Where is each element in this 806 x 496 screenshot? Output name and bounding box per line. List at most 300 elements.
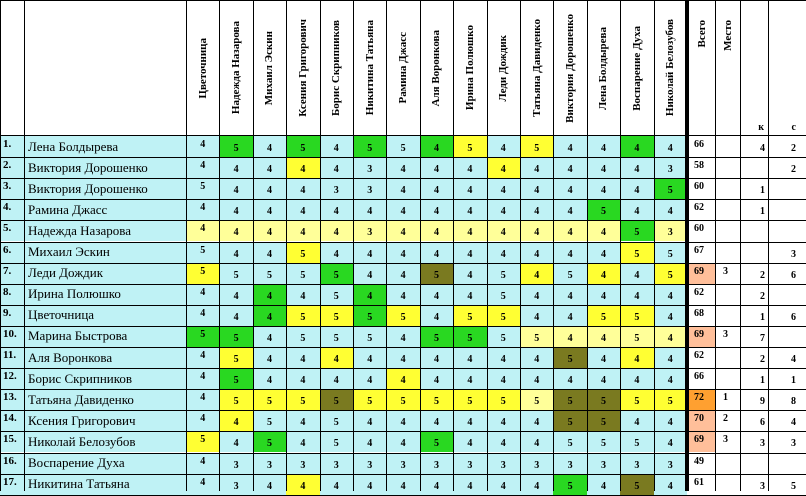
k-cell[interactable]: [740, 453, 768, 474]
participant-name[interactable]: Ксения Григорович: [24, 410, 186, 431]
row-number[interactable]: 15.: [0, 431, 24, 452]
score-cell[interactable]: [253, 220, 286, 241]
score-cell[interactable]: [620, 178, 653, 199]
score-cell[interactable]: [587, 242, 620, 263]
score-cell[interactable]: [219, 305, 252, 326]
score-cell[interactable]: [286, 157, 319, 178]
k-cell[interactable]: [740, 389, 768, 410]
score-cell[interactable]: [487, 326, 520, 347]
score-cell[interactable]: [386, 136, 419, 157]
total-cell[interactable]: [688, 136, 715, 157]
score-cell[interactable]: [553, 136, 586, 157]
k-cell[interactable]: [740, 199, 768, 220]
score-cell[interactable]: [620, 242, 653, 263]
score-cell[interactable]: [320, 453, 353, 474]
score-cell[interactable]: [320, 136, 353, 157]
score-cell[interactable]: [219, 431, 252, 452]
row-number[interactable]: 9.: [0, 305, 24, 326]
score-cell[interactable]: [353, 284, 386, 305]
k-cell[interactable]: [740, 474, 768, 495]
row-number[interactable]: 7.: [0, 263, 24, 284]
score-cell[interactable]: [587, 453, 620, 474]
score-cell[interactable]: [219, 178, 252, 199]
score-cell[interactable]: [253, 284, 286, 305]
score-cell[interactable]: [487, 242, 520, 263]
participant-name[interactable]: Воспарение Духа: [24, 453, 186, 474]
s-cell[interactable]: [768, 431, 806, 452]
score-cell[interactable]: [520, 326, 553, 347]
score-cell[interactable]: [420, 220, 453, 241]
score-cell[interactable]: [453, 431, 486, 452]
column-header[interactable]: [420, 0, 453, 136]
score-cell[interactable]: [620, 157, 653, 178]
score-cell[interactable]: [253, 389, 286, 410]
score-cell[interactable]: [420, 410, 453, 431]
score-cell[interactable]: [654, 136, 687, 157]
score-cell[interactable]: [520, 431, 553, 452]
score-cell[interactable]: [654, 389, 687, 410]
score-cell[interactable]: [453, 284, 486, 305]
score-cell[interactable]: [219, 389, 252, 410]
score-cell[interactable]: [320, 284, 353, 305]
score-cell[interactable]: [286, 410, 319, 431]
score-cell[interactable]: [219, 136, 252, 157]
score-cell[interactable]: [186, 220, 219, 241]
row-number[interactable]: 3.: [0, 178, 24, 199]
score-cell[interactable]: [353, 474, 386, 495]
score-cell[interactable]: [520, 305, 553, 326]
score-cell[interactable]: [186, 242, 219, 263]
score-cell[interactable]: [219, 284, 252, 305]
column-header[interactable]: [620, 0, 653, 136]
score-cell[interactable]: [587, 368, 620, 389]
score-cell[interactable]: [487, 453, 520, 474]
score-cell[interactable]: [553, 474, 586, 495]
score-cell[interactable]: [353, 242, 386, 263]
k-cell[interactable]: [740, 326, 768, 347]
column-header[interactable]: [186, 0, 219, 136]
score-cell[interactable]: [487, 368, 520, 389]
place-cell[interactable]: [715, 474, 740, 495]
score-cell[interactable]: [520, 347, 553, 368]
score-cell[interactable]: [386, 284, 419, 305]
k-cell[interactable]: [740, 410, 768, 431]
column-header[interactable]: [553, 0, 586, 136]
score-cell[interactable]: [587, 157, 620, 178]
score-cell[interactable]: [286, 431, 319, 452]
total-cell[interactable]: [688, 368, 715, 389]
total-cell[interactable]: [688, 347, 715, 368]
score-cell[interactable]: [453, 368, 486, 389]
score-cell[interactable]: [219, 453, 252, 474]
score-cell[interactable]: [353, 305, 386, 326]
score-cell[interactable]: [520, 453, 553, 474]
place-cell[interactable]: [715, 431, 740, 452]
score-cell[interactable]: [487, 305, 520, 326]
score-cell[interactable]: [253, 326, 286, 347]
score-cell[interactable]: [553, 453, 586, 474]
score-cell[interactable]: [553, 157, 586, 178]
score-cell[interactable]: [186, 326, 219, 347]
column-header[interactable]: [219, 0, 252, 136]
row-number[interactable]: 1.: [0, 136, 24, 157]
s-cell[interactable]: [768, 326, 806, 347]
column-header[interactable]: [487, 0, 520, 136]
score-cell[interactable]: [453, 410, 486, 431]
participant-name[interactable]: Ирина Полюшко: [24, 284, 186, 305]
score-cell[interactable]: [620, 199, 653, 220]
score-cell[interactable]: [353, 199, 386, 220]
participant-name[interactable]: Михаил Эскин: [24, 242, 186, 263]
score-cell[interactable]: [453, 157, 486, 178]
total-cell[interactable]: [688, 474, 715, 495]
score-cell[interactable]: [587, 263, 620, 284]
score-cell[interactable]: [520, 242, 553, 263]
score-cell[interactable]: [353, 431, 386, 452]
score-cell[interactable]: [487, 199, 520, 220]
participant-name[interactable]: Виктория Дорошенко: [24, 157, 186, 178]
score-cell[interactable]: [386, 453, 419, 474]
participant-name[interactable]: Надежда Назарова: [24, 220, 186, 241]
score-cell[interactable]: [587, 326, 620, 347]
s-cell[interactable]: [768, 347, 806, 368]
k-cell[interactable]: [740, 305, 768, 326]
score-cell[interactable]: [353, 453, 386, 474]
score-cell[interactable]: [620, 284, 653, 305]
score-cell[interactable]: [520, 368, 553, 389]
score-cell[interactable]: [286, 220, 319, 241]
score-cell[interactable]: [253, 178, 286, 199]
score-cell[interactable]: [587, 347, 620, 368]
score-cell[interactable]: [420, 474, 453, 495]
row-number[interactable]: 4.: [0, 199, 24, 220]
score-cell[interactable]: [620, 263, 653, 284]
score-cell[interactable]: [453, 263, 486, 284]
score-cell[interactable]: [587, 136, 620, 157]
score-cell[interactable]: [286, 453, 319, 474]
score-cell[interactable]: [620, 305, 653, 326]
total-cell[interactable]: [688, 284, 715, 305]
score-cell[interactable]: [453, 347, 486, 368]
score-cell[interactable]: [186, 284, 219, 305]
score-cell[interactable]: [520, 220, 553, 241]
score-cell[interactable]: [286, 284, 319, 305]
score-cell[interactable]: [654, 284, 687, 305]
score-cell[interactable]: [320, 220, 353, 241]
k-cell[interactable]: [740, 263, 768, 284]
score-cell[interactable]: [253, 263, 286, 284]
score-cell[interactable]: [219, 368, 252, 389]
score-cell[interactable]: [520, 410, 553, 431]
score-cell[interactable]: [553, 284, 586, 305]
score-cell[interactable]: [219, 242, 252, 263]
k-cell[interactable]: [740, 178, 768, 199]
s-cell[interactable]: [768, 389, 806, 410]
s-cell[interactable]: [768, 136, 806, 157]
score-cell[interactable]: [353, 347, 386, 368]
score-cell[interactable]: [587, 199, 620, 220]
s-cell[interactable]: [768, 178, 806, 199]
score-cell[interactable]: [553, 431, 586, 452]
score-cell[interactable]: [587, 220, 620, 241]
score-cell[interactable]: [487, 431, 520, 452]
score-cell[interactable]: [186, 347, 219, 368]
score-cell[interactable]: [286, 136, 319, 157]
score-cell[interactable]: [520, 474, 553, 495]
score-cell[interactable]: [186, 199, 219, 220]
score-cell[interactable]: [420, 157, 453, 178]
score-cell[interactable]: [654, 305, 687, 326]
score-cell[interactable]: [286, 263, 319, 284]
score-cell[interactable]: [453, 453, 486, 474]
score-cell[interactable]: [453, 199, 486, 220]
score-cell[interactable]: [353, 326, 386, 347]
score-cell[interactable]: [253, 453, 286, 474]
column-header[interactable]: [453, 0, 486, 136]
score-cell[interactable]: [286, 326, 319, 347]
total-cell[interactable]: [688, 178, 715, 199]
score-cell[interactable]: [420, 178, 453, 199]
score-cell[interactable]: [420, 431, 453, 452]
score-cell[interactable]: [320, 305, 353, 326]
score-cell[interactable]: [453, 326, 486, 347]
s-cell[interactable]: [768, 368, 806, 389]
score-cell[interactable]: [186, 263, 219, 284]
score-cell[interactable]: [654, 157, 687, 178]
score-cell[interactable]: [386, 178, 419, 199]
score-cell[interactable]: [487, 178, 520, 199]
k-cell[interactable]: [740, 347, 768, 368]
total-cell[interactable]: [688, 389, 715, 410]
score-cell[interactable]: [353, 220, 386, 241]
score-cell[interactable]: [286, 199, 319, 220]
score-cell[interactable]: [320, 242, 353, 263]
place-cell[interactable]: [715, 368, 740, 389]
score-cell[interactable]: [553, 326, 586, 347]
total-cell[interactable]: [688, 157, 715, 178]
total-cell[interactable]: [688, 326, 715, 347]
score-cell[interactable]: [253, 474, 286, 495]
row-number[interactable]: 6.: [0, 242, 24, 263]
s-cell[interactable]: [768, 220, 806, 241]
score-cell[interactable]: [654, 453, 687, 474]
score-cell[interactable]: [420, 263, 453, 284]
score-cell[interactable]: [320, 178, 353, 199]
score-cell[interactable]: [253, 305, 286, 326]
participant-name[interactable]: Борис Скрипников: [24, 368, 186, 389]
row-number[interactable]: 17.: [0, 474, 24, 495]
place-cell[interactable]: [715, 305, 740, 326]
score-cell[interactable]: [386, 347, 419, 368]
score-cell[interactable]: [587, 431, 620, 452]
score-cell[interactable]: [320, 389, 353, 410]
k-cell[interactable]: [740, 368, 768, 389]
place-cell[interactable]: [715, 178, 740, 199]
place-cell[interactable]: [715, 410, 740, 431]
score-cell[interactable]: [353, 157, 386, 178]
score-cell[interactable]: [253, 431, 286, 452]
total-cell[interactable]: [688, 242, 715, 263]
score-cell[interactable]: [320, 199, 353, 220]
score-cell[interactable]: [487, 410, 520, 431]
score-cell[interactable]: [487, 389, 520, 410]
participant-name[interactable]: Цветочница: [24, 305, 186, 326]
s-cell[interactable]: [768, 284, 806, 305]
score-cell[interactable]: [553, 305, 586, 326]
score-cell[interactable]: [453, 474, 486, 495]
score-cell[interactable]: [520, 178, 553, 199]
score-cell[interactable]: [654, 326, 687, 347]
score-cell[interactable]: [320, 474, 353, 495]
place-cell[interactable]: [715, 157, 740, 178]
score-cell[interactable]: [587, 284, 620, 305]
score-cell[interactable]: [219, 474, 252, 495]
column-header[interactable]: [286, 0, 319, 136]
place-cell[interactable]: [715, 453, 740, 474]
score-cell[interactable]: [253, 242, 286, 263]
score-cell[interactable]: [620, 410, 653, 431]
score-cell[interactable]: [219, 157, 252, 178]
column-header[interactable]: [353, 0, 386, 136]
score-cell[interactable]: [186, 305, 219, 326]
column-header[interactable]: [320, 0, 353, 136]
score-cell[interactable]: [654, 263, 687, 284]
score-cell[interactable]: [186, 368, 219, 389]
score-cell[interactable]: [286, 368, 319, 389]
total-cell[interactable]: [688, 453, 715, 474]
score-cell[interactable]: [453, 136, 486, 157]
score-cell[interactable]: [320, 368, 353, 389]
column-header[interactable]: [654, 0, 687, 136]
score-cell[interactable]: [520, 136, 553, 157]
score-cell[interactable]: [453, 242, 486, 263]
participant-name[interactable]: Рамина Джасс: [24, 199, 186, 220]
score-cell[interactable]: [487, 263, 520, 284]
k-cell[interactable]: [740, 136, 768, 157]
score-cell[interactable]: [219, 199, 252, 220]
score-cell[interactable]: [253, 199, 286, 220]
score-cell[interactable]: [520, 199, 553, 220]
score-cell[interactable]: [587, 305, 620, 326]
score-cell[interactable]: [353, 368, 386, 389]
s-cell[interactable]: [768, 157, 806, 178]
participant-name[interactable]: Николай Белозубов: [24, 431, 186, 452]
s-cell[interactable]: [768, 474, 806, 495]
participant-name[interactable]: Леди Дождик: [24, 263, 186, 284]
score-cell[interactable]: [386, 389, 419, 410]
score-cell[interactable]: [487, 347, 520, 368]
score-cell[interactable]: [353, 263, 386, 284]
score-cell[interactable]: [320, 410, 353, 431]
place-cell[interactable]: [715, 242, 740, 263]
score-cell[interactable]: [553, 220, 586, 241]
score-cell[interactable]: [186, 178, 219, 199]
score-cell[interactable]: [186, 136, 219, 157]
k-cell[interactable]: [740, 220, 768, 241]
score-cell[interactable]: [386, 474, 419, 495]
score-cell[interactable]: [553, 199, 586, 220]
place-cell[interactable]: [715, 347, 740, 368]
score-cell[interactable]: [353, 389, 386, 410]
score-cell[interactable]: [386, 199, 419, 220]
score-cell[interactable]: [553, 263, 586, 284]
score-cell[interactable]: [353, 410, 386, 431]
participant-name[interactable]: Марина Быстрова: [24, 326, 186, 347]
place-cell[interactable]: [715, 389, 740, 410]
s-cell[interactable]: [768, 242, 806, 263]
k-cell[interactable]: [740, 157, 768, 178]
score-cell[interactable]: [320, 326, 353, 347]
score-cell[interactable]: [520, 263, 553, 284]
score-cell[interactable]: [386, 157, 419, 178]
score-cell[interactable]: [186, 453, 219, 474]
score-cell[interactable]: [219, 347, 252, 368]
score-cell[interactable]: [420, 305, 453, 326]
score-cell[interactable]: [386, 431, 419, 452]
participant-name[interactable]: Виктория Дорошенко: [24, 178, 186, 199]
score-cell[interactable]: [487, 284, 520, 305]
column-header[interactable]: [520, 0, 553, 136]
column-header[interactable]: [253, 0, 286, 136]
score-cell[interactable]: [186, 410, 219, 431]
score-cell[interactable]: [420, 136, 453, 157]
score-cell[interactable]: [654, 242, 687, 263]
score-cell[interactable]: [620, 453, 653, 474]
s-cell[interactable]: [768, 263, 806, 284]
score-cell[interactable]: [253, 347, 286, 368]
score-cell[interactable]: [654, 220, 687, 241]
place-cell[interactable]: [715, 263, 740, 284]
score-cell[interactable]: [420, 199, 453, 220]
score-cell[interactable]: [219, 410, 252, 431]
score-cell[interactable]: [219, 263, 252, 284]
score-cell[interactable]: [253, 157, 286, 178]
row-number[interactable]: 8.: [0, 284, 24, 305]
score-cell[interactable]: [520, 389, 553, 410]
k-cell[interactable]: [740, 242, 768, 263]
score-cell[interactable]: [487, 474, 520, 495]
score-cell[interactable]: [386, 410, 419, 431]
row-number[interactable]: 2.: [0, 157, 24, 178]
score-cell[interactable]: [587, 474, 620, 495]
score-cell[interactable]: [186, 474, 219, 495]
score-cell[interactable]: [286, 242, 319, 263]
score-cell[interactable]: [620, 347, 653, 368]
total-header[interactable]: [688, 0, 715, 136]
score-cell[interactable]: [386, 263, 419, 284]
score-cell[interactable]: [420, 326, 453, 347]
score-cell[interactable]: [553, 178, 586, 199]
score-cell[interactable]: [620, 220, 653, 241]
score-cell[interactable]: [553, 368, 586, 389]
score-cell[interactable]: [553, 347, 586, 368]
total-cell[interactable]: [688, 431, 715, 452]
score-cell[interactable]: [186, 157, 219, 178]
place-cell[interactable]: [715, 284, 740, 305]
score-cell[interactable]: [620, 431, 653, 452]
column-header[interactable]: [386, 0, 419, 136]
score-cell[interactable]: [453, 178, 486, 199]
row-number[interactable]: 5.: [0, 220, 24, 241]
score-cell[interactable]: [420, 347, 453, 368]
score-cell[interactable]: [620, 368, 653, 389]
score-cell[interactable]: [620, 136, 653, 157]
place-header[interactable]: [715, 0, 740, 136]
score-cell[interactable]: [487, 157, 520, 178]
participant-name[interactable]: Лена Болдырева: [24, 136, 186, 157]
score-cell[interactable]: [219, 326, 252, 347]
place-cell[interactable]: [715, 220, 740, 241]
